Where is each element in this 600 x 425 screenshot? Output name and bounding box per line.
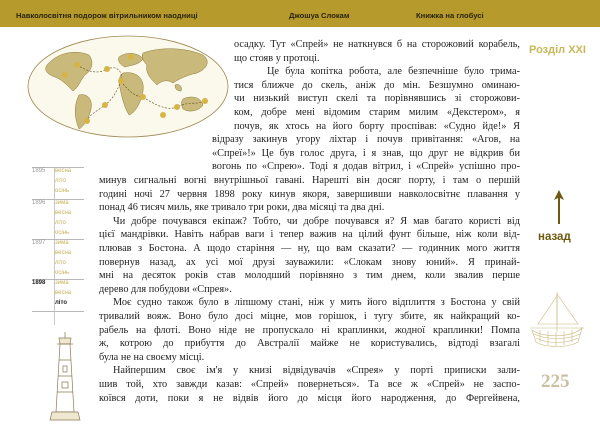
text-line: вогонь по «Спрею». Тоді я додав вітрил, і «Спрей» успішно про-: [212, 161, 520, 173]
text-line: Найпершим своє ім'я у книзі відвідувачів «Спрея» у порті приписки зали-: [113, 365, 520, 377]
text-line: ж, котрою до прибуття до Австралії майже не користувались, відтоді взагалі: [99, 338, 520, 350]
text-line: «Спреї»!» Це був голос друга, і я знав, що друг не відкрив би: [212, 147, 520, 159]
text-line: що стояв у протоці.: [234, 52, 320, 64]
text-line: рабель на флоті. Воно ніде не пропускало ні краплинки, жодної краплинки! Помпа: [99, 324, 520, 336]
text-line: Це була копітка робота, але безпечніше було трима-: [267, 66, 520, 78]
timeline: [32, 167, 84, 306]
text-line: ком, добре мені відомим старим милим «Декстером», я: [234, 106, 520, 118]
timeline-season: зима: [55, 200, 69, 206]
body-text-block-top: [212, 38, 520, 174]
lighthouse-illustration: [48, 330, 82, 422]
timeline-season: літо: [55, 220, 66, 226]
timeline-year: 1896: [32, 200, 46, 206]
timeline-row: [32, 199, 84, 239]
header-series: Книжка на глобусі: [416, 11, 484, 20]
text-line: Чи добре почувався екіпаж? Тобто, чи добре почувався я? Я мав багато користі від: [113, 215, 520, 227]
timeline-year: 1897: [32, 240, 46, 246]
text-line: відразу закинув угору ліхтар і почув привітання: «Агов, на: [212, 134, 520, 146]
timeline-season: весна: [55, 168, 72, 174]
text-line: дерево для побудови «Спрея».: [99, 283, 232, 295]
timeline-row: [32, 239, 84, 279]
text-line: коївся доти, поки я не відвів його до місця його народження, до Фергейвена,: [99, 392, 520, 404]
timeline-season-current: літо: [55, 300, 68, 306]
text-line: плював з Бостона. А щодо старіння — ну, що вам сказати? — годинник мого життя: [99, 242, 520, 254]
text-line: була не на своєму місці.: [99, 351, 205, 363]
timeline-season: осінь: [55, 270, 70, 276]
text-line: минув сигнальні вогні внутрішньої гавані. Нарешті він досяг порту, і там о першій: [99, 175, 520, 186]
timeline-season: літо: [55, 178, 66, 184]
timeline-season: весна: [55, 210, 72, 216]
text-line: чи низький виступ скелі та порівнявшись зі сторожови-: [234, 93, 520, 105]
header-author: Джошуа Слокам: [289, 11, 350, 20]
timeline-season: зима: [55, 280, 69, 286]
timeline-season: зима: [55, 240, 69, 246]
ship-sketch-illustration: [528, 290, 586, 352]
timeline-season: осінь: [55, 230, 70, 236]
timeline-year-current: 1898: [32, 280, 46, 286]
timeline-year: 1895: [32, 168, 46, 174]
text-line: почув, як хтось на його борту проспівав: «Судно йде!» Я: [234, 120, 520, 132]
text-line: тривалий вояж. Воно було досі міцне, мов горішок, і тугу збите, як найкращий ко-: [99, 310, 520, 322]
text-line: цієї мандрівки. Навіть набрав ваги і тепер важив на цілий фунт більше, ніж коли від-: [99, 229, 520, 241]
timeline-season: літо: [55, 260, 66, 266]
text-line: шив той, хто завжди казав: «Спрей» повернеться». Та все ж «Спрей» не заспо-: [99, 378, 520, 390]
header-book-title: Навколосвітня подорож вітрильником наодниці: [16, 11, 198, 20]
timeline-row-current: [32, 279, 84, 319]
page-number: 225: [541, 371, 570, 392]
arrow-up-icon[interactable]: [553, 190, 565, 224]
body-text-block-bottom: [99, 174, 520, 405]
chapter-label: Розділ XXI: [529, 44, 586, 56]
text-line: осадку. Тут «Спрей» не наткнувся б на сторожовий корабель,: [234, 39, 520, 50]
text-line: годині ночі 27 червня 1898 року кинув якоря, завершивши навколосвітнє плавання у: [99, 188, 520, 200]
text-line: тися ближче до скель, аніж до мін. Безшумно оминаю-: [234, 79, 520, 91]
voyage-map: [27, 35, 229, 138]
text-line: повернув назад, ах усі мої друзі зауважили: «Слокам знову юний». Я принай-: [99, 256, 520, 268]
timeline-season: весна: [55, 250, 72, 256]
timeline-divider: [32, 311, 84, 312]
text-line: мні на десяток років став молодший порівняно з тим днем, коли звалив перше: [99, 270, 520, 282]
text-line: Моє судно також було в ліпшому стані, ніж у мить його відплиття з Бостона у свій: [113, 297, 520, 309]
text-line: понад 46 тисяч миль, яке тривало три роки, два місяці та два дні.: [99, 202, 385, 214]
timeline-season: весна: [55, 290, 72, 296]
back-link[interactable]: назад: [538, 231, 571, 243]
timeline-season: осінь: [55, 188, 70, 194]
